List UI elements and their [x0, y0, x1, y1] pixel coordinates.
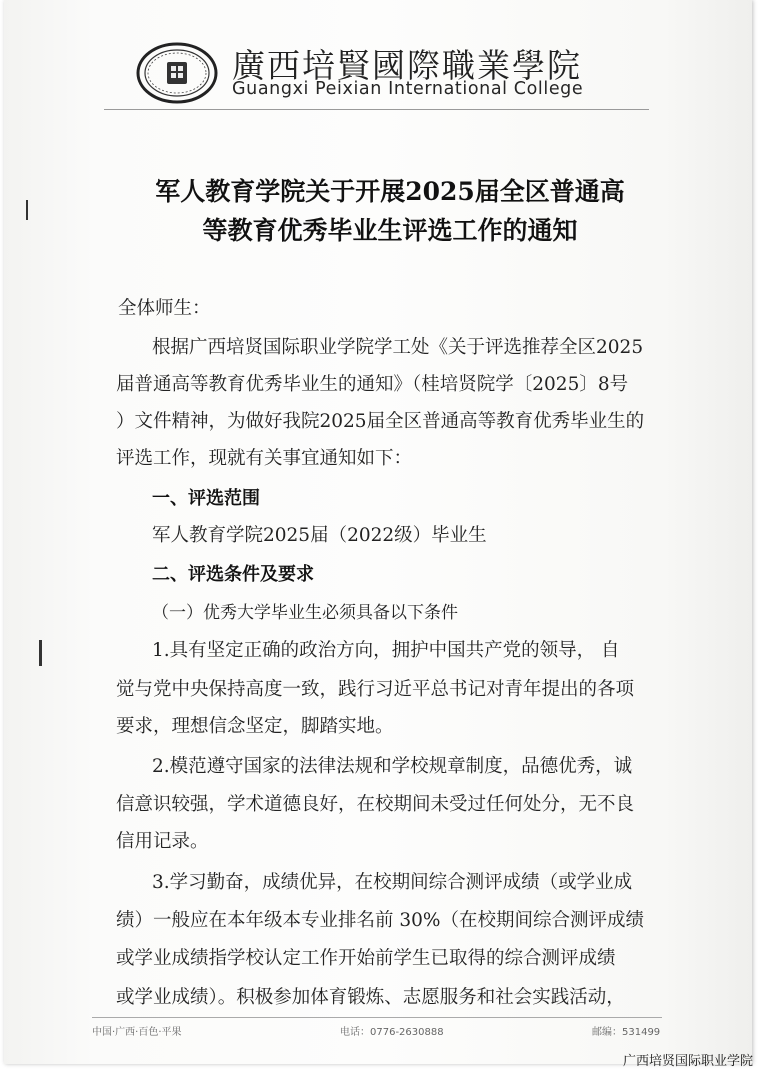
list-item-line: 信用记录。 — [116, 831, 209, 852]
section-heading: 一、评选范围 — [152, 488, 260, 509]
document-title-line2: 等教育优秀毕业生评选工作的通知 — [202, 216, 578, 245]
footer-phone: 电话：0776-2630888 — [340, 1027, 444, 1038]
list-item-line: 3.学习勤奋，成绩优异，在校期间综合测评成绩（或学业成 — [152, 872, 633, 893]
footer-address: 中国·广西·百色·平果 — [92, 1027, 182, 1038]
header-divider — [104, 109, 649, 110]
college-seal-icon — [136, 42, 218, 104]
list-item-line: 信意识较强，学术道德良好，在校期间未受过任何处分，无不良 — [116, 794, 635, 815]
list-item-line: 或学业成绩）。积极参加体育锻炼、志愿服务和社会实践活动， — [116, 987, 625, 1008]
college-name-en: Guangxi Peixian International College — [232, 79, 584, 99]
section-heading: 二、评选条件及要求 — [152, 564, 314, 585]
document-title-line1: 军人教育学院关于开展2025届全区普通高 — [155, 177, 625, 206]
salutation: 全体师生： — [118, 298, 211, 319]
edge-mark — [39, 640, 42, 666]
intro-line: 评选工作，现就有关事宜通知如下： — [116, 448, 413, 469]
list-item-line: 觉与党中央保持高度一致，践行习近平总书记对青年提出的各项 — [116, 679, 635, 700]
edge-mark — [26, 200, 28, 220]
intro-line: 根据广西培贤国际职业学院学工处《关于评选推荐全区2025 — [152, 337, 644, 358]
college-name-cn: 廣西培賢國際職業學院 — [232, 46, 582, 85]
list-item-line: 要求，理想信念坚定，脚踏实地。 — [116, 716, 394, 737]
footer-postcode: 邮编：531499 — [592, 1027, 661, 1038]
subsection-heading: （一）优秀大学毕业生必须具备以下条件 — [152, 603, 458, 623]
list-item-line: 2.模范遵守国家的法律法规和学校规章制度，品德优秀，诚 — [152, 756, 633, 777]
footer-divider — [92, 1017, 662, 1018]
letterhead — [130, 38, 660, 108]
source-watermark: 广西培贤国际职业学院 — [622, 1054, 753, 1069]
intro-line: 届普通高等教育优秀毕业生的通知》（桂培贤院学〔2025〕8号 — [116, 374, 629, 395]
list-item-line: 绩）一般应在本年级本专业排名前 30%（在校期间综合测评成绩 — [116, 910, 645, 931]
list-item-line: 或学业成绩指学校认定工作开始前学生已取得的综合测评成绩 — [116, 948, 616, 969]
section-text: 军人教育学院2025届（2022级）毕业生 — [152, 525, 487, 546]
list-item-line: 1.具有坚定正确的政治方向，拥护中国共产党的领导， 自 — [152, 640, 620, 661]
intro-line: ）文件精神，为做好我院2025届全区普通高等教育优秀毕业生的 — [116, 411, 645, 432]
